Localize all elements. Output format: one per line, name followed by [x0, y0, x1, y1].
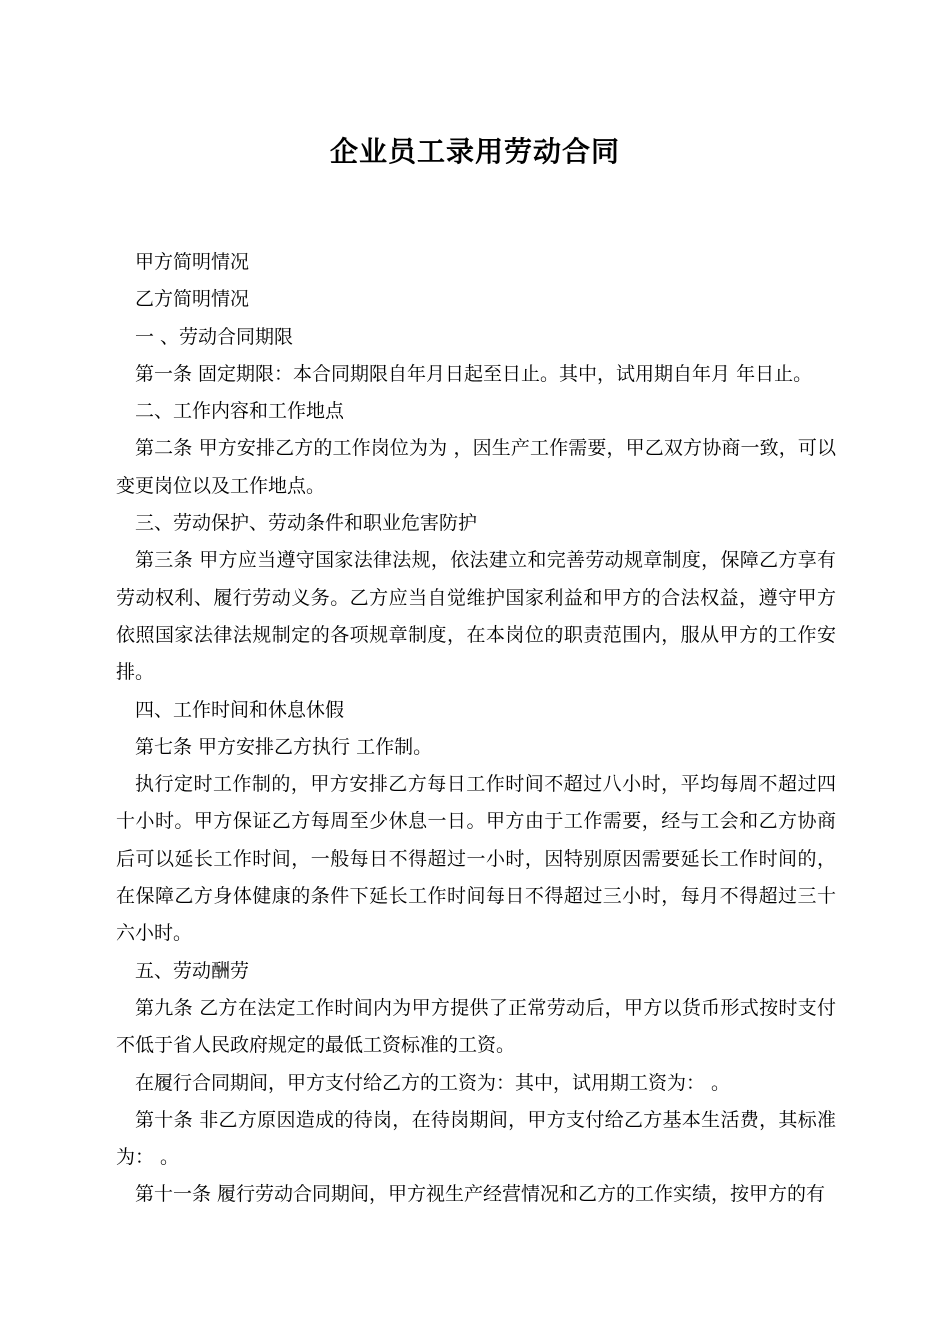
section-party-a-info: 甲方简明情况: [135, 251, 250, 273]
section-heading-remuneration: 五、劳动酬劳: [135, 959, 250, 982]
document-title: 企业员工录用劳动合同: [329, 135, 620, 168]
section-heading-work-hours: 四、工作时间和休息休假: [135, 698, 345, 721]
section-heading-labor-protection: 三、劳动保护、劳动条件和职业危害防护: [135, 512, 478, 535]
article-7-paragraph: 第七条 甲方安排乙方执行 工作制。: [135, 735, 433, 758]
section-heading-work-content: 二、工作内容和工作地点: [135, 400, 345, 423]
article-10-paragraph: 第十条 非乙方原因造成的待岗，在待岗期间，甲方支付给乙方基本生活费，其标准为： 。: [116, 1108, 836, 1169]
article-2-paragraph: 第二条 甲方安排乙方的工作岗位为为 ，因生产工作需要，甲乙双方协商一致，可以变更岗位以及工作地点。: [116, 437, 836, 497]
article-3-paragraph: 第三条 甲方应当遵守国家法律法规，依法建立和完善劳动规章制度，保障乙方享有劳动权利、履行劳动义务。乙方应当自觉维护国家利益和甲方的合法权益，遵守甲方依照国家法律法规制定的各项规章制度，在本岗位的职责范围内，服从甲方的工作安排。: [116, 549, 836, 684]
article-11-paragraph: 第十一条 履行劳动合同期间，甲方视生产经营情况和乙方的工作实绩，按甲方的有: [135, 1183, 826, 1206]
salary-paragraph: 在履行合同期间，甲方支付给乙方的工资为：其中，试用期工资为： 。: [135, 1071, 731, 1094]
article-9-paragraph: 第九条 乙方在法定工作时间内为甲方提供了正常劳动后，甲方以货币形式按时支付不低于省人民政府规定的最低工资标准的工资。: [116, 996, 836, 1057]
section-heading-contract-term: 一 、劳动合同期限: [135, 325, 294, 348]
document-body: [116, 244, 836, 1214]
article-1-paragraph: 第一条 固定期限：本合同期限自年月日起至日止。其中，试用期自年月 年日止。: [135, 362, 813, 385]
standard-hours-paragraph: 执行定时工作制的，甲方安排乙方每日工作时间不超过八小时，平均每周不超过四十小时。甲方保证乙方每周至少休息一日。甲方由于工作需要，经与工会和乙方协商后可以延长工作时间，一般每日不得超过一小时，因特别原因需要延长工作时间的，在保障乙方身体健康的条件下延长工作时间每日不得超过三小时，每月不得超过三十六小时。: [116, 773, 836, 945]
section-party-b-info: 乙方简明情况: [135, 288, 250, 311]
